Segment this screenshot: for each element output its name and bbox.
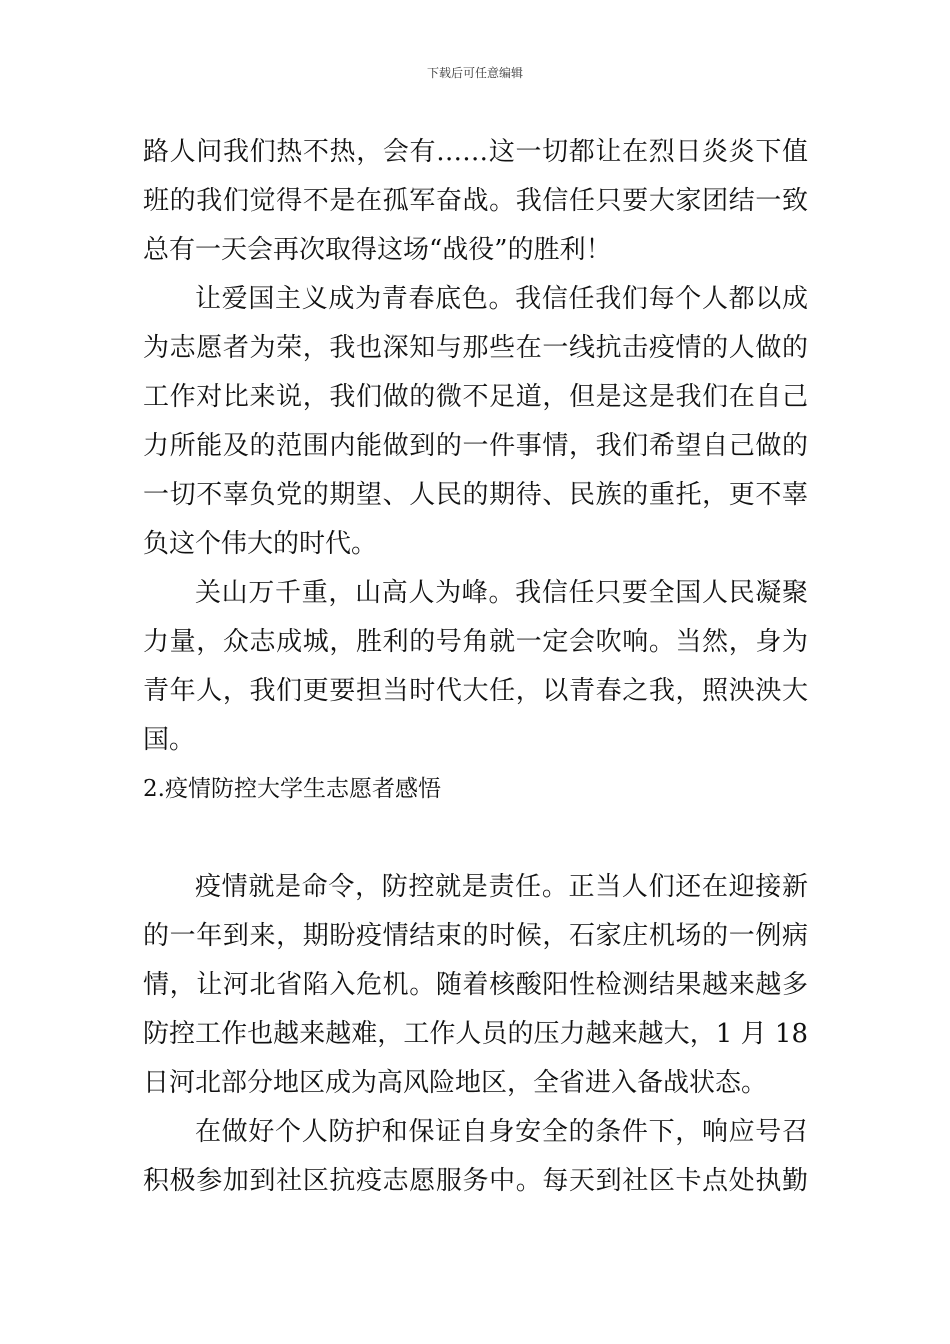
text-line: 力所能及的范围内能做到的一件事情，我们希望自己做的 [143, 431, 808, 461]
blank-line [143, 814, 808, 863]
text-line: 让爱国主义成为青春底色。我信任我们每个人都以成 [195, 284, 808, 314]
text-line: 日河北部分地区成为高风险地区，全省进入备战状态。 [143, 1068, 768, 1098]
text-line: 路人问我们热不热，会有……这一切都让在烈日炎炎下值 [143, 137, 808, 167]
document-body [143, 128, 808, 1206]
text-line: 国。 [143, 725, 196, 755]
text-line: 总有一天会再次取得这场“战役”的胜利！ [143, 235, 612, 265]
paragraph [143, 1108, 808, 1206]
text-line: 班的我们觉得不是在孤军奋战。我信任只要大家团结一致 [143, 186, 808, 216]
paragraph [143, 569, 808, 765]
text-line: 情，让河北省陷入危机。随着核酸阳性检测结果越来越多 [143, 970, 808, 1000]
text-line: 关山万千重，山高人为峰。我信任只要全国人民凝聚 [195, 578, 808, 608]
text-line: 在做好个人防护和保证自身安全的条件下，响应号召 [195, 1117, 808, 1147]
section-heading: 2.疫情防控大学生志愿者感悟 [143, 776, 441, 802]
paragraph [143, 275, 808, 569]
paragraph [143, 863, 808, 1108]
text-line: 一切不辜负党的期望、人民的期待、民族的重托，更不辜 [143, 480, 808, 510]
text-line: 的一年到来，期盼疫情结束的时候，石家庄机场的一例病 [143, 921, 808, 951]
paragraph [143, 128, 808, 275]
text-line: 疫情就是命令，防控就是责任。正当人们还在迎接新 [195, 872, 808, 902]
text-line: 防控工作也越来越难，工作人员的压力越来越大，1 月 18 [143, 1019, 808, 1049]
page-header: 下载后可任意编辑 [426, 66, 523, 80]
text-line: 青年人，我们更要担当时代大任，以青春之我，照泱泱大 [143, 676, 808, 706]
text-line: 负这个伟大的时代。 [143, 529, 378, 559]
text-line: 为志愿者为荣，我也深知与那些在一线抗击疫情的人做的 [143, 333, 808, 363]
text-line: 积极参加到社区抗疫志愿服务中。每天到社区卡点处执勤 [143, 1166, 808, 1196]
text-line: 力量，众志成城，胜利的号角就一定会吹响。当然，身为 [143, 627, 808, 657]
text-line: 工作对比来说，我们做的微不足道，但是这是我们在自己 [143, 382, 808, 412]
